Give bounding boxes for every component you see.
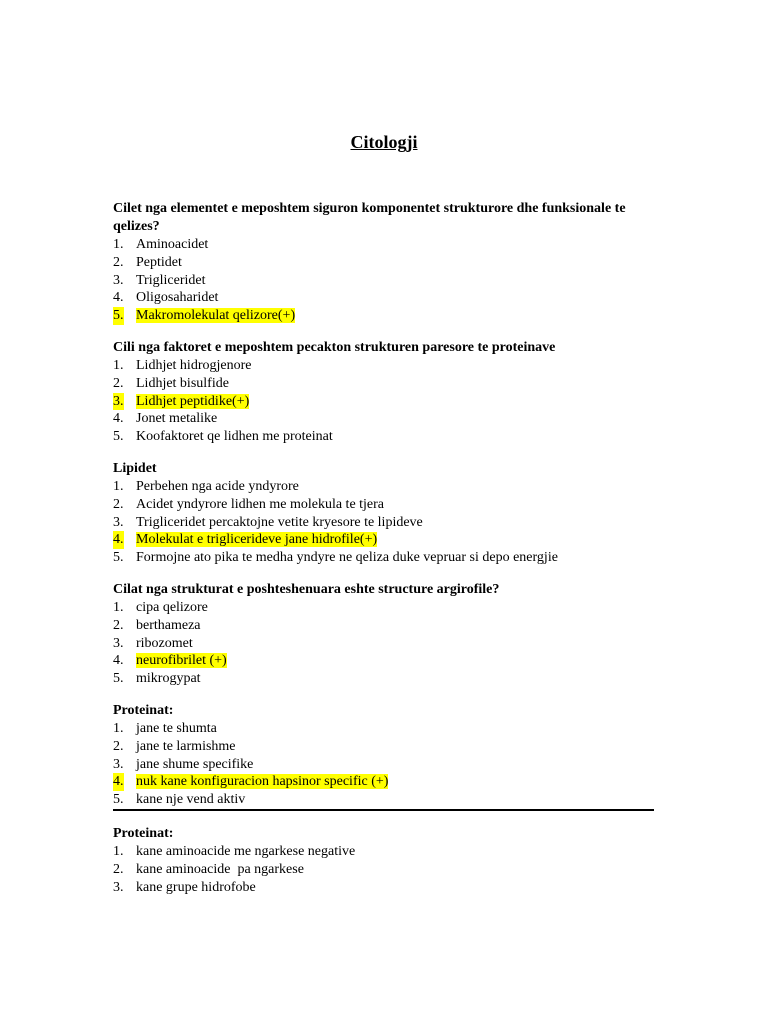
document-body bbox=[113, 200, 658, 896]
answer-list bbox=[113, 357, 658, 446]
answer-list bbox=[113, 720, 658, 809]
answer-item: 2. Lidhjet bisulfide bbox=[113, 375, 229, 391]
question-text: Cilat nga strukturat e poshteshenuara eshte structure argirofile? bbox=[113, 581, 500, 597]
answer-item: 2. Acidet yndyrore lidhen me molekula te tjera bbox=[113, 496, 385, 512]
answer-list bbox=[113, 843, 658, 896]
answer-item-correct: 4. Molekulat e triglicerideve jane hidrofile(+) bbox=[113, 532, 378, 548]
answer-item: 2. Peptidet bbox=[113, 254, 182, 270]
answer-item: 4. Oligosaharidet bbox=[113, 290, 219, 306]
answer-item: 1. jane te shumta bbox=[113, 720, 217, 736]
horizontal-rule bbox=[113, 809, 654, 811]
answer-item: 1. cipa qelizore bbox=[113, 599, 208, 615]
page-title: Citologji bbox=[350, 132, 418, 152]
answer-item: 5. Formojne ato pika te medha yndyre ne qeliza duke vepruar si depo energjie bbox=[113, 550, 558, 566]
correct-answer-highlight: nuk kane konfiguracion hapsinor specific (+) bbox=[136, 774, 389, 790]
answer-item-correct: 3. Lidhjet peptidike(+) bbox=[113, 393, 250, 409]
question-text: Cilet nga elementet e meposhtem siguron komponentet strukturore dhe funksionale te qelizes? bbox=[113, 201, 626, 234]
answer-item-correct: 5. Makromolekulat qelizore(+) bbox=[113, 308, 296, 324]
answer-list bbox=[113, 478, 658, 567]
question-text: Cili nga faktoret e meposhtem pecakton strukturen paresore te proteinave bbox=[113, 339, 556, 355]
question-text: Proteinat: bbox=[113, 702, 174, 718]
answer-item: 1. Lidhjet hidrogjenore bbox=[113, 357, 252, 373]
answer-item: 3. kane grupe hidrofobe bbox=[113, 879, 256, 895]
answer-item: 1. Perbehen nga acide yndyrore bbox=[113, 478, 299, 494]
answer-item: 4. Jonet metalike bbox=[113, 411, 218, 427]
answer-item-correct: 4. nuk kane konfiguracion hapsinor specific (+) bbox=[113, 774, 389, 790]
answer-item: 1. kane aminoacide me ngarkese negative bbox=[113, 843, 356, 859]
answer-item: 3. Trigliceridet percaktojne vetite kryesore te lipideve bbox=[113, 514, 423, 530]
answer-item: 5. kane nje vend aktiv bbox=[113, 792, 246, 808]
answer-item: 2. berthameza bbox=[113, 617, 201, 633]
answer-item: 3. Trigliceridet bbox=[113, 272, 206, 288]
correct-answer-highlight: Lidhjet peptidike(+) bbox=[136, 393, 250, 409]
correct-answer-highlight: neurofibrilet (+) bbox=[136, 653, 227, 669]
answer-list bbox=[113, 236, 658, 325]
answer-item: 3. jane shume specifike bbox=[113, 756, 254, 772]
answer-item: 2. jane te larmishme bbox=[113, 738, 236, 754]
answer-item: 3. ribozomet bbox=[113, 635, 193, 651]
question-text: Proteinat: bbox=[113, 825, 174, 841]
answer-item: 5. mikrogypat bbox=[113, 671, 201, 687]
answer-item: 5. Koofaktoret qe lidhen me proteinat bbox=[113, 429, 333, 445]
answer-item: 1. Aminoacidet bbox=[113, 237, 209, 252]
correct-answer-highlight: Molekulat e triglicerideve jane hidrofile(+) bbox=[136, 532, 378, 548]
answer-list bbox=[113, 599, 658, 688]
answer-item-correct: 4. neurofibrilet (+) bbox=[113, 653, 227, 669]
correct-answer-highlight: Makromolekulat qelizore(+) bbox=[136, 308, 296, 324]
question-text: Lipidet bbox=[113, 460, 157, 476]
answer-item: 2. kane aminoacide pa ngarkese bbox=[113, 861, 304, 877]
